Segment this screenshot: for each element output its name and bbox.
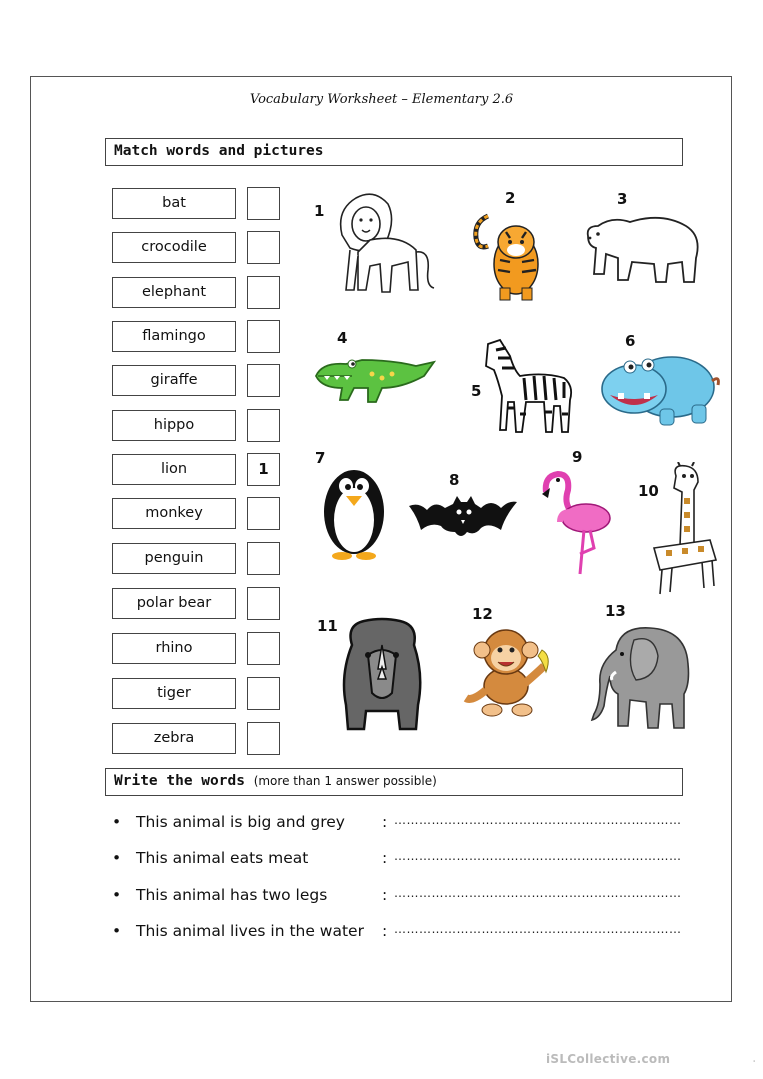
picture-number: 12 bbox=[472, 605, 493, 623]
bullet: • bbox=[112, 922, 122, 940]
word-box: monkey bbox=[112, 498, 236, 529]
word-box: elephant bbox=[112, 277, 236, 308]
bullet: • bbox=[112, 886, 122, 904]
answer-box[interactable] bbox=[247, 364, 280, 397]
section-match-header bbox=[105, 138, 683, 166]
question-row bbox=[112, 922, 682, 944]
answer-box[interactable] bbox=[247, 187, 280, 220]
picture-number: 4 bbox=[337, 329, 348, 347]
word-box: bat bbox=[112, 188, 236, 219]
picture-number: 7 bbox=[315, 449, 326, 467]
word-box: flamingo bbox=[112, 321, 236, 352]
zebra-icon bbox=[480, 336, 576, 436]
answer-box[interactable] bbox=[247, 542, 280, 575]
polar-bear-icon bbox=[582, 208, 706, 286]
hippo-icon bbox=[600, 345, 724, 433]
answer-blank[interactable]: …………………………………………………………… bbox=[394, 849, 682, 863]
question-text: This animal eats meat bbox=[136, 849, 309, 867]
picture-number: 2 bbox=[505, 189, 516, 207]
question-text: This animal is big and grey bbox=[136, 813, 345, 831]
giraffe-icon bbox=[650, 462, 720, 600]
flamingo-icon bbox=[540, 466, 618, 578]
question-colon: : bbox=[382, 922, 388, 940]
section-write-title: Write the words bbox=[114, 773, 245, 789]
answer-box[interactable] bbox=[247, 320, 280, 353]
question-colon: : bbox=[382, 886, 388, 904]
word-box: penguin bbox=[112, 543, 236, 574]
picture-number: 6 bbox=[625, 332, 636, 350]
corner-dot: . bbox=[752, 1050, 757, 1066]
word-box: polar bear bbox=[112, 588, 236, 619]
answer-box[interactable] bbox=[247, 497, 280, 530]
answer-blank[interactable]: …………………………………………………………… bbox=[394, 813, 682, 827]
watermark: iSLCollective.com bbox=[546, 1052, 671, 1066]
page-title: Vocabulary Worksheet – Elementary 2.6 bbox=[249, 92, 514, 107]
section-match-title: Match words and pictures bbox=[114, 143, 324, 159]
answer-box[interactable] bbox=[247, 677, 280, 710]
rhino-icon bbox=[338, 615, 426, 735]
word-box: hippo bbox=[112, 410, 236, 441]
picture-number: 8 bbox=[449, 471, 460, 489]
question-colon: : bbox=[382, 813, 388, 831]
section-write-note: (more than 1 answer possible) bbox=[253, 774, 437, 788]
answer-box[interactable] bbox=[247, 409, 280, 442]
answer-blank[interactable]: …………………………………………………………… bbox=[394, 922, 682, 936]
answer-box[interactable] bbox=[247, 231, 280, 264]
crocodile-icon bbox=[312, 344, 436, 406]
picture-number: 11 bbox=[317, 617, 338, 635]
picture-number: 10 bbox=[638, 482, 659, 500]
picture-number: 1 bbox=[314, 202, 325, 220]
word-box: lion bbox=[112, 454, 236, 485]
word-box: giraffe bbox=[112, 365, 236, 396]
word-box: zebra bbox=[112, 723, 236, 754]
answer-box[interactable] bbox=[247, 632, 280, 665]
picture-number: 5 bbox=[471, 382, 482, 400]
lion-icon bbox=[330, 190, 440, 305]
penguin-icon bbox=[318, 460, 390, 562]
picture-number: 13 bbox=[605, 602, 626, 620]
question-text: This animal has two legs bbox=[136, 886, 328, 904]
bullet: • bbox=[112, 849, 122, 867]
answer-box[interactable] bbox=[247, 276, 280, 309]
answer-blank[interactable]: …………………………………………………………… bbox=[394, 886, 682, 900]
tiger-icon bbox=[470, 202, 550, 304]
word-box: rhino bbox=[112, 633, 236, 664]
word-box: tiger bbox=[112, 678, 236, 709]
monkey-icon bbox=[458, 626, 558, 718]
question-text: This animal lives in the water bbox=[136, 922, 364, 940]
answer-box[interactable] bbox=[247, 587, 280, 620]
answer-box[interactable] bbox=[247, 722, 280, 755]
picture-number: 9 bbox=[572, 448, 583, 466]
picture-number: 3 bbox=[617, 190, 628, 208]
bullet: • bbox=[112, 813, 122, 831]
question-row bbox=[112, 886, 682, 908]
section-write-header bbox=[105, 768, 683, 796]
answer-box[interactable]: 1 bbox=[247, 453, 280, 486]
bat-icon bbox=[405, 486, 519, 542]
word-box: crocodile bbox=[112, 232, 236, 263]
question-row bbox=[112, 849, 682, 871]
question-colon: : bbox=[382, 849, 388, 867]
question-row bbox=[112, 813, 682, 835]
elephant-icon bbox=[590, 620, 694, 732]
